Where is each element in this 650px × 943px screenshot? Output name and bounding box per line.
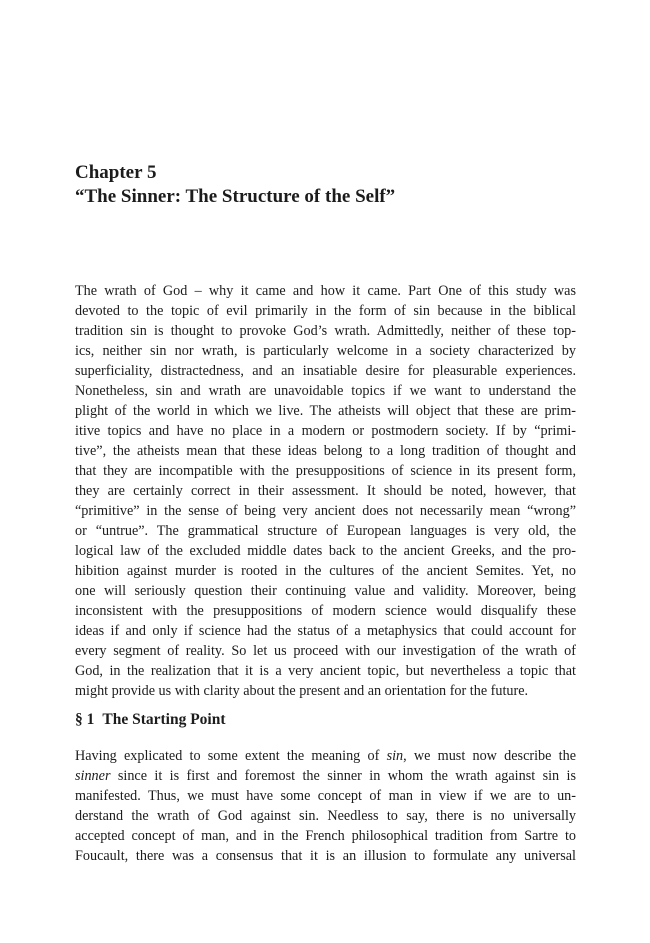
chapter-title: “The Sinner: The Structure of the Self” xyxy=(75,186,396,207)
text-line: Nonetheless, sin and wrath are unavoidable topics if we want to understand the xyxy=(75,383,576,399)
text-line: ideas if and only if science had the status of a metaphysics that could account for xyxy=(75,623,576,639)
text-line: derstand the wrath of God against sin. Needless to say, there is no universally xyxy=(75,808,576,824)
text-line: Foucault, there was a consensus that it is an illusion to formulate any universal xyxy=(75,848,576,864)
text-line: logical law of the excluded middle dates back to the ancient Greeks, and the pro- xyxy=(75,543,576,559)
text-line: manifested. Thus, we must have some concept of man in view if we are to un- xyxy=(75,788,576,804)
section-heading xyxy=(75,711,226,729)
text-line: devoted to the topic of evil primarily in the form of sin because in the biblical xyxy=(75,303,576,319)
text-line: tive”, the atheists mean that these ideas belong to a long tradition of thought and xyxy=(75,443,576,459)
text-line: hibition against murder is rooted in the cultures of the ancient Semites. Yet, no xyxy=(75,563,576,579)
text-line: The wrath of God – why it came and how it came. Part One of this study was xyxy=(75,283,576,299)
text-line: plight of the world in which we live. The atheists will object that these are prim- xyxy=(75,403,576,419)
intro-paragraph xyxy=(75,281,576,701)
text-line: Having explicated to some extent the meaning of sin, we must now describe the xyxy=(75,748,576,764)
text-line: tradition sin is thought to provoke God’s wrath. Admittedly, neither of these top- xyxy=(75,323,576,339)
text-line: every segment of reality. So let us proceed with our investigation of the wrath of xyxy=(75,643,576,659)
text-line: might provide us with clarity about the present and an orientation for the future. xyxy=(75,683,529,699)
text-line: that they are incompatible with the presuppositions of science in its present form, xyxy=(75,463,576,479)
section-number: § 1 xyxy=(75,711,95,728)
chapter-label: Chapter 5 xyxy=(75,162,157,183)
emphasis-sin: sin xyxy=(386,748,404,764)
text-line: itive topics and have no place in a modern or postmodern society. If by “primi- xyxy=(75,423,576,439)
text-line: inconsistent with the presuppositions of modern science would disqualify these xyxy=(75,603,576,619)
section-paragraph xyxy=(75,746,576,866)
section-title: The Starting Point xyxy=(102,711,226,728)
text-line: they are certainly correct in their assessment. It should be noted, however, that xyxy=(75,483,576,499)
text-line: or “untrue”. The grammatical structure of European languages is very old, the xyxy=(75,523,576,539)
text-line: one will seriously question their continuing value and validity. Moreover, being xyxy=(75,583,576,599)
text-line: sinner since it is first and foremost the sinner in whom the wrath against sin is xyxy=(75,768,576,784)
text-line: ics, neither sin nor wrath, is particularly welcome in a society characterized by xyxy=(75,343,576,359)
text-line: “primitive” in the sense of being very ancient does not necessarily mean “wrong” xyxy=(75,503,576,519)
text-line: God, in the realization that it is a very ancient topic, but nevertheless a topic that xyxy=(75,663,576,679)
text-line: accepted concept of man, and in the French philosophical tradition from Sartre to xyxy=(75,828,576,844)
text-line: superficiality, distractedness, and an insatiable desire for pleasurable experiences. xyxy=(75,363,576,379)
emphasis-sinner: sinner xyxy=(75,768,111,784)
